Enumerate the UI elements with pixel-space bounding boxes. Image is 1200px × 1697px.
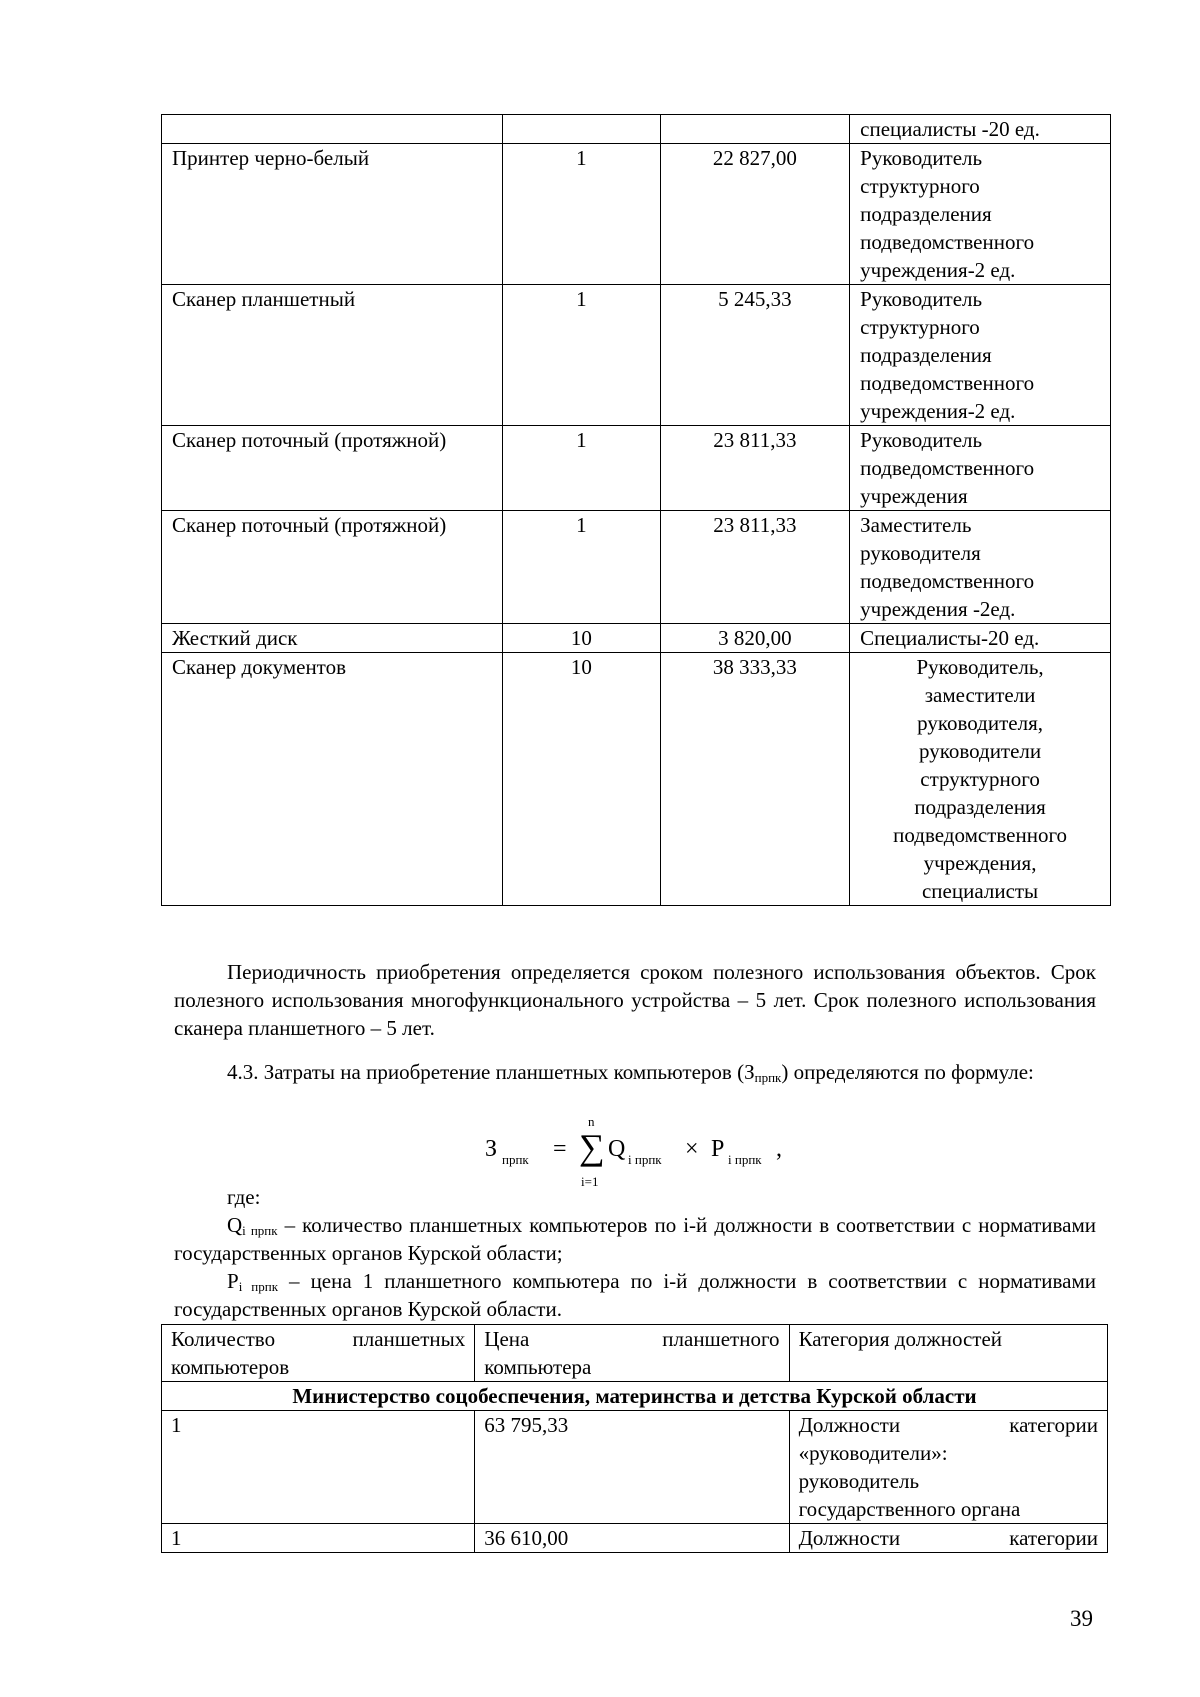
table-row bbox=[162, 624, 1111, 653]
item-category bbox=[850, 624, 1111, 653]
header-price-line2: компьютера bbox=[484, 1355, 592, 1379]
row2-category-line: Должности категории bbox=[798, 1526, 1098, 1550]
category-line: учреждения bbox=[860, 484, 968, 508]
item-price: 5 245,33 bbox=[660, 285, 850, 426]
category-line: учреждения-2 ед. bbox=[860, 258, 1016, 282]
item-category bbox=[850, 115, 1111, 144]
category-line: специалисты -20 ед. bbox=[860, 117, 1040, 141]
item-quantity: 10 bbox=[503, 624, 660, 653]
header-quantity-line1: Количество планшетных bbox=[171, 1327, 466, 1351]
formula-q-sub: i прпк bbox=[628, 1152, 662, 1167]
category-line: руководители bbox=[918, 739, 1042, 763]
header-quantity-line2: компьютеров bbox=[171, 1355, 290, 1379]
item-category bbox=[850, 511, 1111, 624]
row1-category-line: Должности категории bbox=[798, 1413, 1098, 1437]
row1-category bbox=[789, 1411, 1107, 1524]
definition-q-text: – количество планшетных компьютеров по i-й должности в соответствии с нормативами государственных органов Курской области; bbox=[174, 1213, 1096, 1265]
table-row bbox=[162, 144, 1111, 285]
category-line: подведомственного bbox=[860, 569, 1035, 593]
table-row bbox=[162, 285, 1111, 426]
category-line: учреждения-2 ед. bbox=[860, 399, 1016, 423]
item-price: 38 333,33 bbox=[660, 653, 850, 906]
definition-q-symbol: Q bbox=[227, 1213, 243, 1237]
item-price: 3 820,00 bbox=[660, 624, 850, 653]
item-quantity: 1 bbox=[503, 426, 660, 511]
tablet-table-section bbox=[162, 1382, 1108, 1411]
category-line: заместители bbox=[924, 683, 1036, 707]
category-line: Специалисты-20 ед. bbox=[860, 626, 1040, 650]
category-line: Руководитель bbox=[860, 287, 983, 311]
formula-sum-sign: ∑ bbox=[579, 1127, 605, 1167]
formula-q: Q bbox=[608, 1136, 626, 1162]
item-category bbox=[850, 426, 1111, 511]
category-line: подведомственного bbox=[860, 371, 1035, 395]
table-row bbox=[162, 115, 1111, 144]
row1-price: 63 795,33 bbox=[475, 1411, 789, 1524]
paragraph-4-3-before: 4.3. Затраты на приобретение планшетных компьютеров (З bbox=[227, 1060, 755, 1084]
category-line: подразделения bbox=[860, 202, 992, 226]
item-quantity: 1 bbox=[503, 144, 660, 285]
definition-p-symbol: P bbox=[227, 1269, 239, 1293]
row1-category-line: руководитель bbox=[798, 1469, 920, 1493]
section-heading: Министерство соцобеспечения, материнства и детства Курской области bbox=[162, 1382, 1108, 1411]
item-price: 22 827,00 bbox=[660, 144, 850, 285]
item-category bbox=[850, 144, 1111, 285]
category-line: структурного bbox=[920, 767, 1040, 791]
row2-quantity: 1 bbox=[162, 1524, 475, 1553]
item-quantity: 1 bbox=[503, 511, 660, 624]
paragraph-4-3 bbox=[174, 1058, 1096, 1086]
page-number: 39 bbox=[1070, 1606, 1093, 1631]
row1-category-line: «руководители»: bbox=[798, 1441, 948, 1465]
category-line: специалисты bbox=[921, 879, 1039, 903]
row1-category-line: государственного органа bbox=[798, 1497, 1021, 1521]
category-line: Руководитель bbox=[860, 428, 983, 452]
item-quantity bbox=[503, 115, 660, 144]
item-quantity: 1 bbox=[503, 285, 660, 426]
category-line: Руководитель, bbox=[916, 655, 1044, 679]
formula-p-sub: i прпк bbox=[728, 1152, 762, 1167]
item-category bbox=[850, 653, 1111, 906]
formula-sum-upper: n bbox=[588, 1114, 595, 1129]
category-line: руководителя bbox=[860, 541, 981, 565]
category-line: подведомственного bbox=[860, 456, 1035, 480]
category-line: Заместитель bbox=[860, 513, 972, 537]
item-name bbox=[162, 115, 503, 144]
category-line: руководителя, bbox=[917, 711, 1043, 735]
paragraph-periodicity: Периодичность приобретения определяется сроком полезного использования объектов. Срок полезного использования многофункционального устройства – 5 лет. Срок полезного использования сканера планшетного – 5 лет. bbox=[174, 960, 1096, 1040]
definition-p-text: – цена 1 планшетного компьютера по i-й должности в соответствии с нормативами государственных органов Курской области. bbox=[174, 1269, 1096, 1321]
category-line: структурного bbox=[860, 315, 980, 339]
formula-equals: = bbox=[553, 1136, 567, 1162]
item-name: Сканер планшетный bbox=[162, 285, 503, 426]
header-price bbox=[475, 1325, 789, 1382]
definition-p-sub: i прпк bbox=[238, 1279, 279, 1294]
row2-price: 36 610,00 bbox=[475, 1524, 789, 1553]
category-line: подведомственного bbox=[860, 230, 1035, 254]
table-row bbox=[162, 426, 1111, 511]
definition-q bbox=[174, 1211, 1096, 1267]
category-line: учреждения -2ед. bbox=[860, 597, 1016, 621]
item-price: 23 811,33 bbox=[660, 511, 850, 624]
formula-lhs: З bbox=[485, 1136, 498, 1162]
item-quantity: 10 bbox=[503, 653, 660, 906]
where-label: где: bbox=[227, 1185, 261, 1209]
definition-p bbox=[174, 1267, 1096, 1323]
category-line: подразделения bbox=[914, 795, 1046, 819]
paragraph-4-3-after: ) определяются по формуле: bbox=[781, 1060, 1034, 1084]
category-line: подразделения bbox=[860, 343, 992, 367]
header-price-line1: Цена планшетного bbox=[484, 1327, 780, 1351]
formula-times: × bbox=[685, 1136, 699, 1162]
equipment-table bbox=[161, 114, 1111, 906]
header-quantity bbox=[162, 1325, 475, 1382]
item-name: Сканер поточный (протяжной) bbox=[162, 511, 503, 624]
table-row bbox=[162, 511, 1111, 624]
row2-category bbox=[789, 1524, 1107, 1553]
table-row bbox=[162, 653, 1111, 906]
table-row bbox=[162, 1411, 1108, 1524]
paragraph-4-3-sub: прпк bbox=[754, 1070, 782, 1085]
formula-sum-lower: i=1 bbox=[581, 1174, 599, 1189]
category-line: учреждения, bbox=[923, 851, 1037, 875]
formula-comma: , bbox=[776, 1136, 782, 1162]
item-name: Сканер документов bbox=[162, 653, 503, 906]
item-name: Жесткий диск bbox=[162, 624, 503, 653]
category-line: Руководитель bbox=[860, 146, 983, 170]
table-row bbox=[162, 1524, 1108, 1553]
category-line: структурного bbox=[860, 174, 980, 198]
category-line: подведомственного bbox=[893, 823, 1068, 847]
tablet-table-header bbox=[162, 1325, 1108, 1382]
item-name: Сканер поточный (протяжной) bbox=[162, 426, 503, 511]
tablet-table bbox=[161, 1324, 1108, 1553]
row1-quantity: 1 bbox=[162, 1411, 475, 1524]
formula-p: P bbox=[711, 1136, 725, 1162]
item-price bbox=[660, 115, 850, 144]
formula bbox=[485, 1116, 805, 1192]
item-name: Принтер черно-белый bbox=[162, 144, 503, 285]
item-price: 23 811,33 bbox=[660, 426, 850, 511]
item-category bbox=[850, 285, 1111, 426]
header-category: Категория должностей bbox=[789, 1325, 1107, 1382]
formula-lhs-sub: прпк bbox=[502, 1152, 529, 1167]
definition-q-sub: i прпк bbox=[242, 1223, 278, 1238]
